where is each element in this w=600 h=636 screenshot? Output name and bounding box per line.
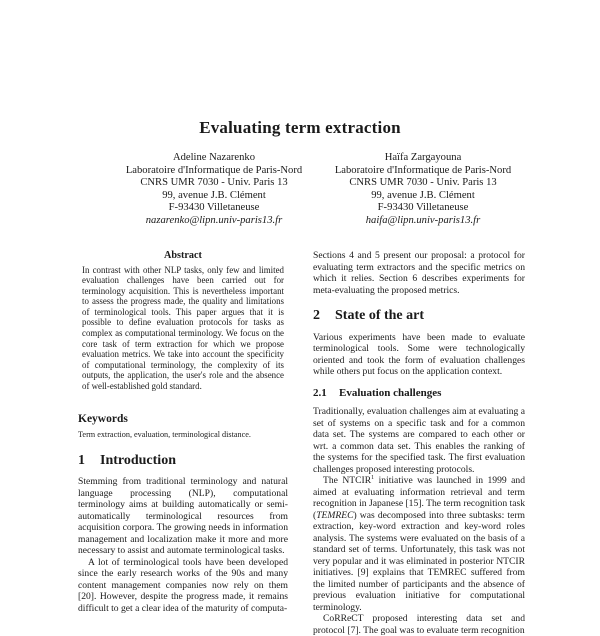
author-unit: CNRS UMR 7030 - Univ. Paris 13 bbox=[349, 177, 497, 189]
intro-paragraph-2: A lot of terminological tools have been developed since the early research works of the 90s and many content management companies now rely on them [20]. However, despite the progress made, it remains difficult to get a clear idea of the maturity of computa- bbox=[78, 556, 288, 614]
subsection-number: 2.1 bbox=[313, 386, 327, 399]
author-city: F-93430 Villetaneuse bbox=[377, 202, 469, 214]
subsection-title: Evaluation challenges bbox=[339, 386, 442, 399]
section-heading-introduction bbox=[78, 452, 288, 468]
author-block-1 bbox=[94, 152, 334, 228]
correct-paragraph: CoRReCT proposed interesting data set and protocol [7]. The goal was to evaluate term recognition bbox=[313, 613, 525, 636]
subsection-heading-evaluation-challenges bbox=[313, 388, 525, 400]
abstract-text: In contrast with other NLP tasks, only few and limited evaluation challenges have been carried out for terminology acquisition. This is nevertheless important to assess the progress made, the quality and limitations of terminological tools. This paper argues that it is possible to define evaluation protocols for tasks as complex as computational terminology. We focus on the core task of term extraction for which we propose evaluation metrics. We take into account the specificity of computational terminology, the complexity of its outputs, the application, the user's role and the absence of well-established gold standard. bbox=[82, 264, 284, 392]
author-affiliation: Laboratoire d'Informatique de Paris-Nord bbox=[334, 164, 512, 176]
ntcir-text-end: ) was decomposed into three subtasks: term extraction, key-word extraction and key-word roles analysis. The systems were evaluated on the basis of a standard set of terms. Unfortunately, this task was not very popular and it was eliminated in posterior NTCIR initiatives. [9] explains that TEMREC suffered from the limited number of participants and the absence of previous evaluation initiative for computational terminology. bbox=[313, 509, 525, 613]
author-unit: CNRS UMR 7030 - Univ. Paris 13 bbox=[140, 177, 288, 189]
section-number: 1 bbox=[78, 452, 85, 468]
evaluation-challenges-paragraph-1: Traditionally, evaluation challenges aim at evaluating a set of systems on a specific task and for a common data set. The systems are compared to each other or wrt. a common data set. This enables the ranking of the systems for the specified task. The first evaluation challenges proposed interesting protocols. bbox=[313, 406, 525, 475]
ntcir-paragraph bbox=[313, 475, 525, 613]
ntcir-text-mid: initiative was launched in 1999 and aimed at evaluating information retrieval and term recognition in Japanese [15]. The term recognition task ( bbox=[313, 475, 525, 521]
footnote-marker: 1 bbox=[371, 474, 375, 481]
section-heading-state-of-the-art bbox=[313, 310, 525, 322]
state-of-art-paragraph: Various experiments have been made to evaluate terminological tools. Some were technologically oriented and took the form of evaluation challenges while others put focus on the application context. bbox=[313, 331, 525, 377]
author-street: 99, avenue J.B. Clément bbox=[162, 189, 266, 201]
author-email[interactable]: nazarenko@lipn.univ-paris13.fr bbox=[145, 214, 283, 226]
author-block-2 bbox=[303, 152, 543, 228]
section-title: Introduction bbox=[100, 452, 176, 468]
keywords-heading: Keywords bbox=[78, 412, 128, 425]
temrec-acronym: TEMREC bbox=[316, 509, 354, 521]
left-column bbox=[78, 250, 288, 614]
author-street: 99, avenue J.B. Clément bbox=[371, 189, 475, 201]
section-number: 2 bbox=[313, 308, 320, 323]
right-column bbox=[313, 250, 525, 636]
sections-overview-paragraph: Sections 4 and 5 present our proposal: a protocol for evaluating term extractors and the specific metrics on which it relies. Section 6 describes experiments for meta-evaluating the proposed metrics. bbox=[313, 250, 525, 296]
ntcir-text-start: The NTCIR bbox=[323, 475, 372, 486]
keywords-text: Term extraction, evaluation, terminological distance. bbox=[78, 430, 251, 440]
abstract-heading: Abstract bbox=[164, 250, 202, 261]
author-city: F-93430 Villetaneuse bbox=[168, 202, 260, 214]
author-name: Haïfa Zargayouna bbox=[384, 152, 462, 163]
paper-title: Evaluating term extraction bbox=[199, 118, 401, 137]
author-email[interactable]: haifa@lipn.univ-paris13.fr bbox=[365, 214, 481, 226]
author-affiliation: Laboratoire d'Informatique de Paris-Nord bbox=[125, 164, 303, 176]
intro-paragraph-1: Stemming from traditional terminology and natural language processing (NLP), computational terminology aims at building automatically or semi-automatically terminological resources from acquisition corpora. The growing needs in information management and localization make it more and more necessary to assist and automate terminological tasks. bbox=[78, 476, 288, 557]
section-title: State of the art bbox=[335, 308, 425, 323]
author-name: Adeline Nazarenko bbox=[172, 152, 256, 163]
